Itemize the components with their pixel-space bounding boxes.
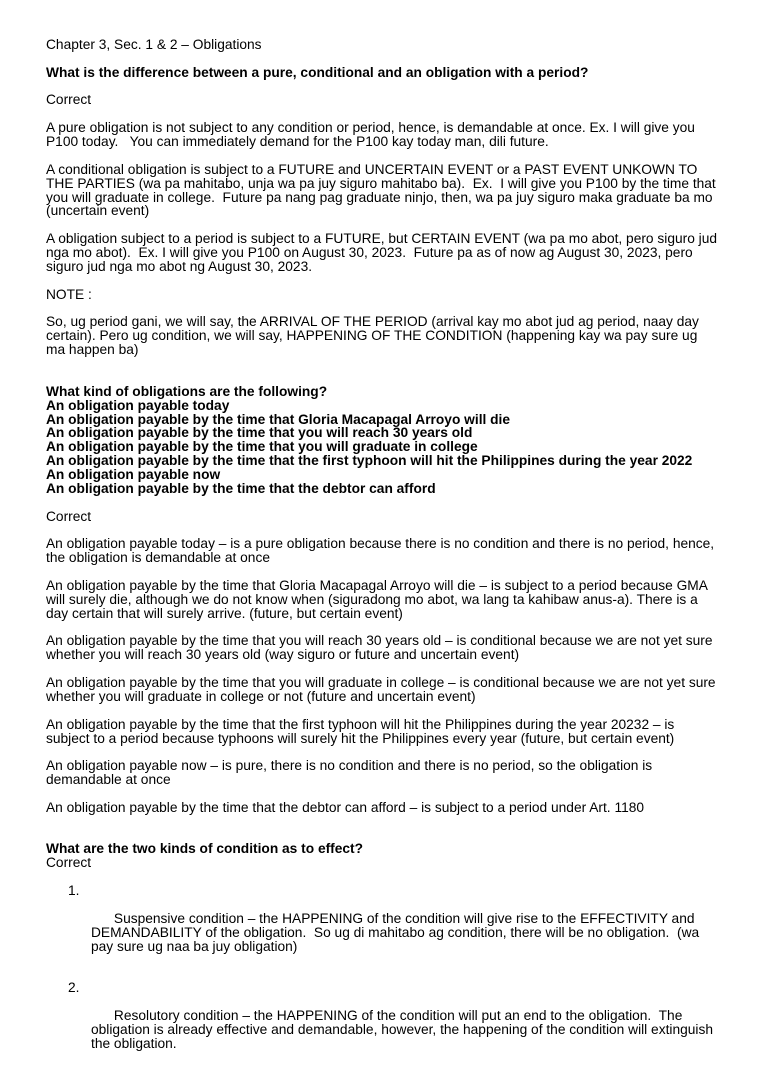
list-item (46, 981, 746, 1064)
question-2-prompt: What kind of obligations are the following? (46, 383, 328, 399)
note-text: So, ug period gani, we will say, the ARRIVAL OF THE PERIOD (arrival kay mo abot jud ag period, naay day certain). Pero ug condition, we will say, HAPPENING OF THE CONDITION (happening kay wa pay sure ug ma happen ba) (46, 314, 699, 358)
question-2-option: An obligation payable by the time that you will graduate in college (46, 439, 478, 455)
question-3: What are the two kinds of condition as to effect? (46, 841, 364, 857)
question-2-option: An obligation payable by the time that Gloria Macapagal Arroyo will die (46, 411, 511, 427)
q2-answer: An obligation payable now – is pure, there is no condition and there is no period, so the obligation is demandable at once (46, 758, 653, 788)
q2-answer: An obligation payable by the time that you will reach 30 years old – is conditional because we are not yet sure whether you will reach 30 years old (way siguro or future and uncertain event) (46, 633, 713, 663)
list-item-number: 2. (68, 980, 80, 996)
numbered-list (46, 884, 768, 1064)
question-2-option: An obligation payable by the time that you will reach 30 years old (46, 425, 473, 441)
question-2-option: An obligation payable by the time that the first typhoon will hit the Philippines during the year 2022 (46, 453, 693, 469)
q2-answer: An obligation payable by the time that the debtor can afford – is subject to a period under Art. 1180 (46, 799, 645, 815)
question-2-result: Correct (46, 508, 92, 524)
question-2-option: An obligation payable now (46, 467, 221, 482)
q2-answer: An obligation payable by the time that the first typhoon will hit the Philippines during the year 20232 – is subject to a period because typhoons will surely hit the Philippines every year (future, but certain event) (46, 716, 675, 746)
q1-answer-conditional: A conditional obligation is subject to a FUTURE and UNCERTAIN EVENT or a PAST EVENT UNKOWN TO THE PARTIES (wa pa mahitabo, unja wa pa juy siguro mahitabo ba). Ex. I will give you P100 by the time that you will graduate in college. Future pa nang pag graduate ninjo, then, wa pa juy siguro maka graduate ba mo (uncertain event) (46, 161, 716, 219)
q2-answer: An obligation payable today – is a pure obligation because there is no condition and there is no period, hence, the obligation is demandable at once (46, 536, 715, 566)
list-item-number: 1. (68, 883, 80, 899)
question-2-option: An obligation payable by the time that the debtor can afford (46, 480, 436, 496)
question-1-result: Correct (46, 92, 92, 108)
q1-answer-pure: A pure obligation is not subject to any condition or period, hence, is demandable at once. Ex. I will give you P100 today. You can immediately demand for the P100 kay today man, dili future. (46, 120, 695, 150)
question-2-option: An obligation payable today (46, 397, 230, 413)
question-1: What is the difference between a pure, conditional and an obligation with a period? (46, 64, 589, 80)
question-3-result: Correct (46, 855, 92, 871)
list-item-text: Suspensive condition – the HAPPENING of the condition will give rise to the EFFECTIVITY and DEMANDABILITY of the obligation. So ug di mahitabo ag condition, there will be no obligation. (wa pay sure ug naa ba juy obligation) (91, 910, 700, 954)
q1-answer-period: A obligation subject to a period is subject to a FUTURE, but CERTAIN EVENT (wa pa mo abot, pero siguro jud nga mo abot). Ex. I will give you P100 on August 30, 2023. Future pa as of now ag August 30, 2023, pero siguro jud nga mo abot ng August 30, 2023. (46, 231, 718, 274)
q2-answer: An obligation payable by the time that Gloria Macapagal Arroyo will die – is subject to a period because GMA will surely die, although we do not know when (siguradong mo abot, wa lang ta kahibaw anus-a). There is a day certain that will surely arrive. (future, but certain event) (46, 577, 708, 621)
note-label: NOTE : (46, 286, 92, 302)
chapter-title: Chapter 3, Sec. 1 & 2 – Obligations (46, 37, 262, 52)
q2-answer: An obligation payable by the time that you will graduate in college – is conditional because we are not yet sure whether you will graduate in college or not (future and uncertain event) (46, 675, 716, 704)
list-item-text: Resolutory condition – the HAPPENING of the condition will put an end to the obligation. The obligation is already effective and demandable, however, the happening of the condition will extinguish the obligation. (91, 1007, 713, 1051)
question-2 (46, 385, 768, 496)
list-item (46, 884, 746, 967)
